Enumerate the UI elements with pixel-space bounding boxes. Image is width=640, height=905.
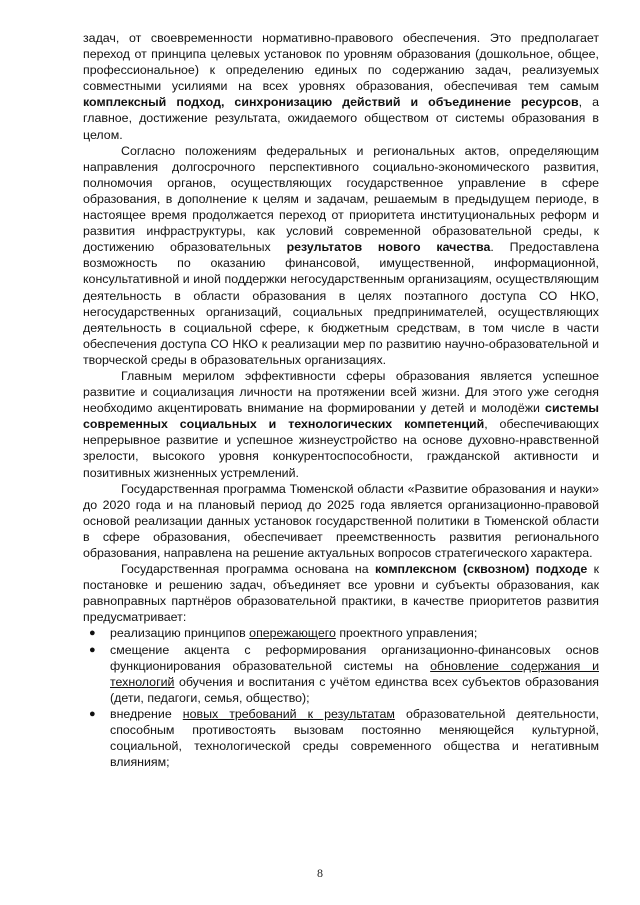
bold-phrase: комплексный подход, синхронизацию действий и объединение ресурсов <box>83 95 579 110</box>
text-run: образовательной деятельности, способным противостоять вызовам постоянно меняющейся культурной, социальной, технологической среды современного общества и негативным влияниям; <box>110 706 599 770</box>
paragraph <box>83 143 599 368</box>
text-run: . Предоставлена возможность по оказанию финансовой, имущественной, информационной, консультативной и иной поддержки негосударственным организациям, осуществляющим деятельность в области образования в целях поэтапного доступа СО НКО, негосударственных организаций, социальных предпринимателей, осуществляющих деятельность в социальной сфере, к бюджетным средствам, в том числе в части обеспечения доступа СО НКО к реализации мер по развитию научно-образовательной и творческой среды в образовательных организациях. <box>83 240 599 367</box>
paragraph <box>83 30 599 143</box>
underlined-phrase: опережающего <box>249 626 336 641</box>
text-run: к постановке и решению задач, объединяет все уровни и субъекты образования, как равноправных партнёров образовательной практики, в качестве приоритетов развития предусматривает: <box>83 562 599 625</box>
paragraph <box>83 561 599 625</box>
bold-phrase: комплексном (сквозном) подходе <box>374 562 588 577</box>
bullet-icon: ● <box>89 707 96 720</box>
list-item <box>83 642 599 706</box>
bullet-icon: ● <box>89 627 96 640</box>
paragraph <box>83 481 599 561</box>
page-number: 8 <box>317 866 323 880</box>
paragraph-container <box>83 30 599 625</box>
underlined-phrase: обновление содержания и технологий <box>110 658 599 689</box>
bold-phrase: результатов нового качества <box>286 240 491 255</box>
text-run: внедрение <box>110 706 183 721</box>
text-run: проектного управления; <box>335 626 478 641</box>
text-run: Государственная программа Тюменской области «Развитие образования и науки» до 2020 года и на плановый период до 2025 года является организационно-правовой основой реализации данных установок государственной политики в Тюменской области в сфере образования, обеспечивает преемственность развития регионального образования, направлена на решение актуальных вопросов стратегического характера. <box>83 481 599 560</box>
text-run: Согласно положениям федеральных и региональных актов, определяющим направления долгосрочного перспективного социально-экономического развития, полномочия органов, осуществляющих государственное управление в сфере образования, в дополнение к целям и задачам, решаемым в предыдущем периоде, в настоящее время продолжается переход от приоритета институциональных реформ и развития инфраструктуры, как условий современной образовательной среды, к достижению образовательных <box>83 143 599 255</box>
list-item <box>83 706 599 770</box>
underlined-phrase: новых требований к результатам <box>182 706 395 721</box>
paragraph <box>83 368 599 481</box>
document-body <box>83 30 599 770</box>
text-run: , обеспечивающих непрерывное развитие и успешное жизнеустройство на основе духовно-нравственной зрелости, высокого уровня конкурентоспособности, гражданской активности и позитивных жизненных устремлений. <box>83 417 599 480</box>
text-run: Главным мерилом эффективности сферы образования является успешное развитие и социализация личности на протяжении всей жизни. Для этого уже сегодня необходимо акцентировать внимание на формировании у детей и молодёжи <box>83 368 599 416</box>
text-run: задач, от своевременности нормативно-правового обеспечения. Это предполагает переход от принципа целевых установок по уровням образования (дошкольное, общее, профессиональное) к определению единых по содержанию задач, реализуемых совместными усилиями на всех уровнях образования, обеспечивая тем самым <box>83 31 599 94</box>
text-run: реализацию принципов <box>110 626 250 641</box>
bold-phrase: системы современных социальных и технологических компетенций <box>83 401 599 432</box>
list-item <box>83 625 599 641</box>
text-run: Государственная программа основана на <box>121 562 375 577</box>
priority-list <box>83 625 599 770</box>
bullet-icon: ● <box>89 643 96 656</box>
text-run: , а главное, достижение результата, ожидаемого обществом от системы образования в целом. <box>83 95 599 142</box>
text-run: обучения и воспитания с учётом единства всех субъектов образования (дети, педагоги, семья, общество); <box>110 674 599 705</box>
text-run: смещение акцента с реформирования организационно-финансовых основ функционирования образовательной системы на <box>110 642 599 673</box>
